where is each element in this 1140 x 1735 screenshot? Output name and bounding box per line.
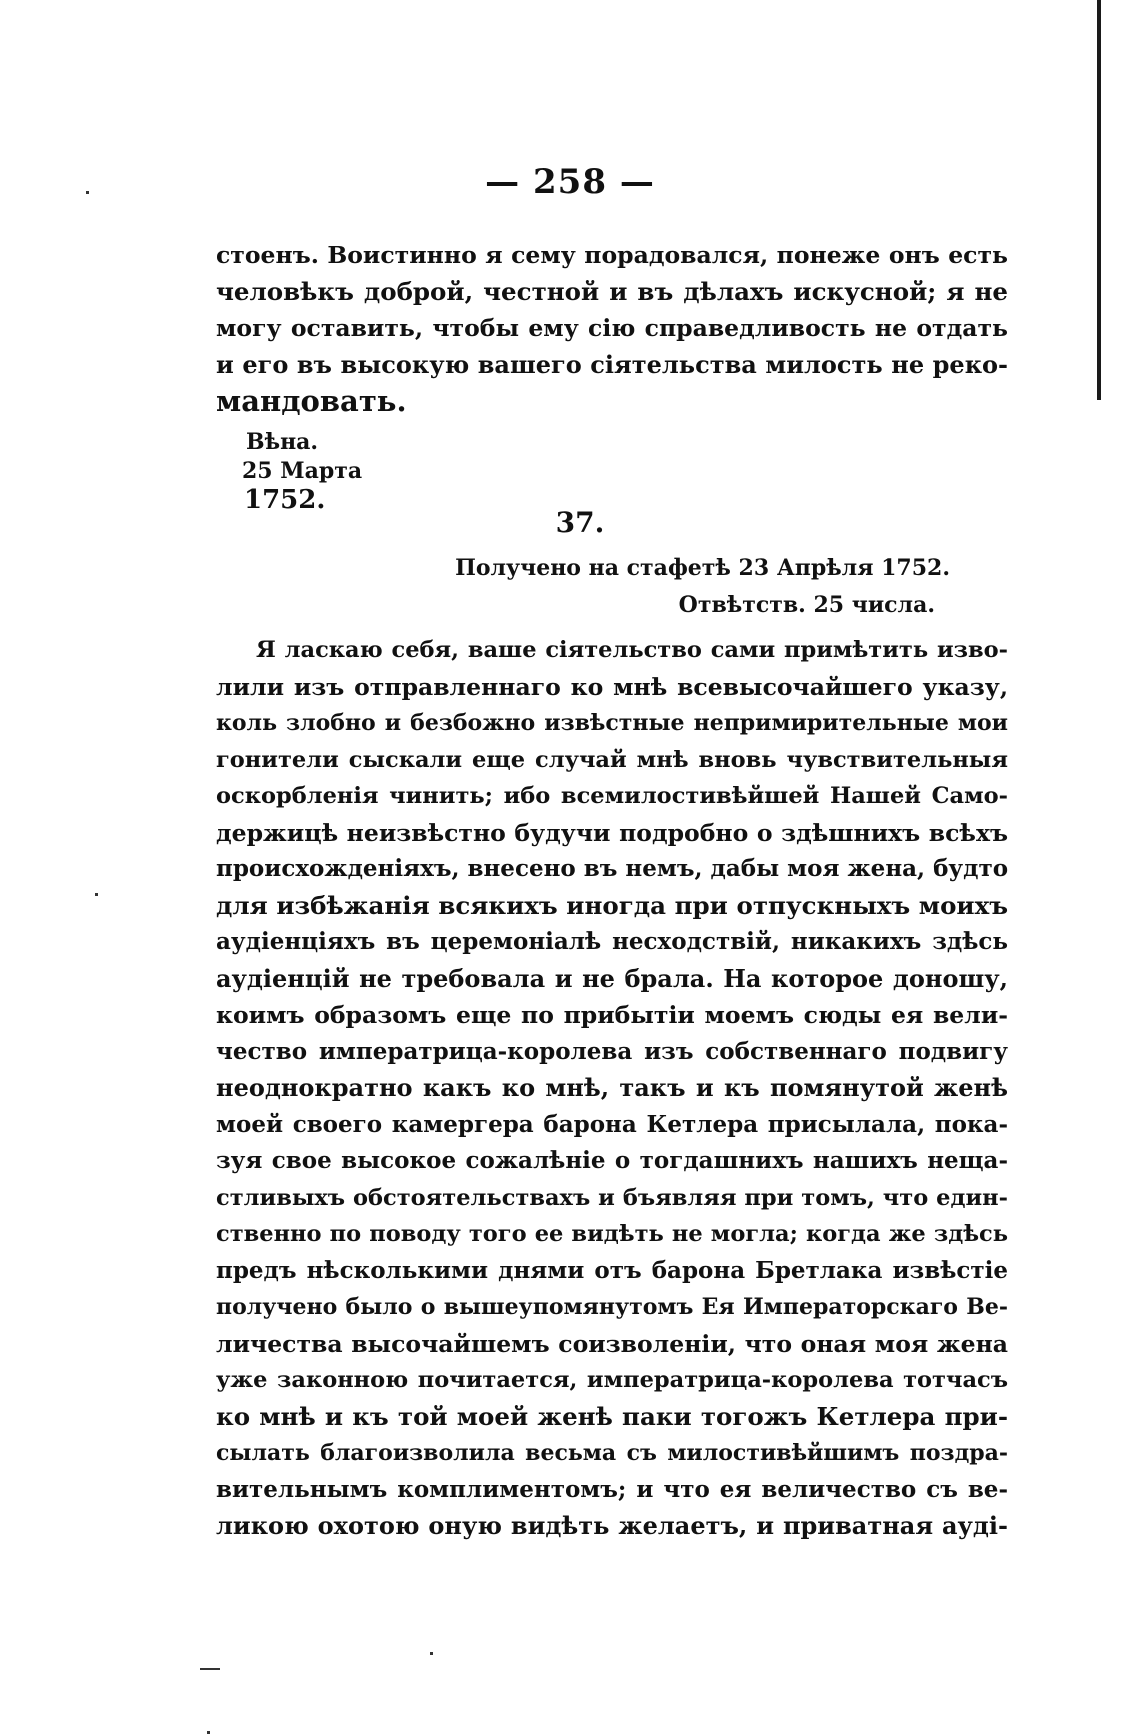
text-line: стливыхъ обстоятельствахъ и бъявляя при томъ, что един- [216, 1184, 1008, 1211]
text-line: моей своего камергера барона Кетлера присылала, пока- [216, 1110, 1008, 1138]
text-line: Я ласкаю себя, ваше сіятельство сами примѣтить изво- [256, 637, 1008, 663]
scan-speck [207, 1731, 210, 1734]
scan-speck [95, 893, 98, 896]
text-line: ственно по поводу того ее видѣть не могла; когда же здѣсь [216, 1221, 1008, 1247]
text-line: и его въ высокую вашего сіятельства милость не реко- [216, 349, 1008, 379]
text-line: сылать благоизволила весьма съ милостивѣйшимъ поздра- [216, 1440, 1008, 1466]
text-line: уже законною почитается, императрица-королева тотчасъ [216, 1367, 1008, 1393]
text-line: ликою охотою оную видѣть желаетъ, и приватная аудi- [216, 1511, 1008, 1540]
main-paragraph [216, 632, 1008, 1545]
text-line: чество императрица-королева изъ собственнаго подвигу [216, 1037, 1008, 1065]
text-line: аудіенціяхъ въ церемоніалѣ несходствій, никакихъ здѣсь [216, 928, 1008, 955]
text-line: аудіенцій не требовала и не брала. На которое доношу, [216, 963, 1008, 993]
text-line: мандовать. [216, 384, 407, 418]
signoff-place: Вѣна. [246, 429, 319, 455]
signoff-date: 25 Марта [242, 458, 363, 484]
text-line: коль злобно и безбожно извѣстные непримирительные мои [216, 710, 1008, 736]
text-line: для избѣжанія всякихъ иногда при отпускныхъ моихъ [216, 890, 1008, 920]
signoff-year: 1752. [244, 485, 326, 515]
top-paragraph [216, 237, 1008, 420]
letter-signoff [230, 428, 362, 515]
text-line: неоднократно какъ ко мнѣ, такъ и къ помянутой женѣ [216, 1073, 1008, 1102]
letter-number: 37. [555, 506, 605, 539]
text-line: получено было о вышеупомянутомъ Ея Императорскаго Ве- [216, 1294, 1008, 1320]
text-line: личества высочайшемъ соизволеніи, что оная моя жена [216, 1329, 1008, 1358]
text-line: ко мнѣ и къ той моей женѣ паки тогожъ Кетлера при- [216, 1401, 1008, 1431]
text-line: человѣкъ доброй, честной и въ дѣлахъ искусной; я не [216, 276, 1008, 306]
text-line: вительнымъ комплиментомъ; и что ея величество съ ве- [216, 1475, 1008, 1503]
text-line: происхожденіяхъ, внесено въ немъ, дабы моя жена, будто [216, 855, 1008, 882]
text-line: стоенъ. Воистинно я сему порадовался, понеже онъ есть [216, 241, 1008, 269]
received-note: Получено на стафетѣ 23 Апрѣля 1752. [455, 555, 950, 581]
text-line: гонители сыскали еще случай мнѣ вновь чувствительныя [216, 746, 1008, 773]
text-line: зуя свое высокое сожалѣніе о тогдашнихъ нашихъ неща- [216, 1147, 1008, 1174]
text-line: оскорбленія чинить; ибо всемилостивѣйшей Нашей Само- [216, 783, 1008, 809]
text-line: держицѣ неизвѣстно будучи подробно о здѣшнихъ всѣхъ [216, 818, 1008, 847]
text-line: коимъ образомъ еще по прибытіи моемъ сюды ея вели- [216, 1001, 1008, 1029]
page-number: — 258 — [485, 162, 655, 202]
text-line: лили изъ отправленнаго ко мнѣ всевысочайшего указу, [216, 672, 1008, 701]
scan-speck [200, 1668, 220, 1670]
text-line: предъ нѣсколькими днями отъ барона Бретлака извѣстіе [216, 1256, 1008, 1284]
answered-note: Отвѣтств. 25 числа. [678, 592, 935, 618]
scan-speck [430, 1652, 433, 1655]
text-line: могу оставить, чтобы ему сію справедливость не отдать [216, 314, 1008, 342]
